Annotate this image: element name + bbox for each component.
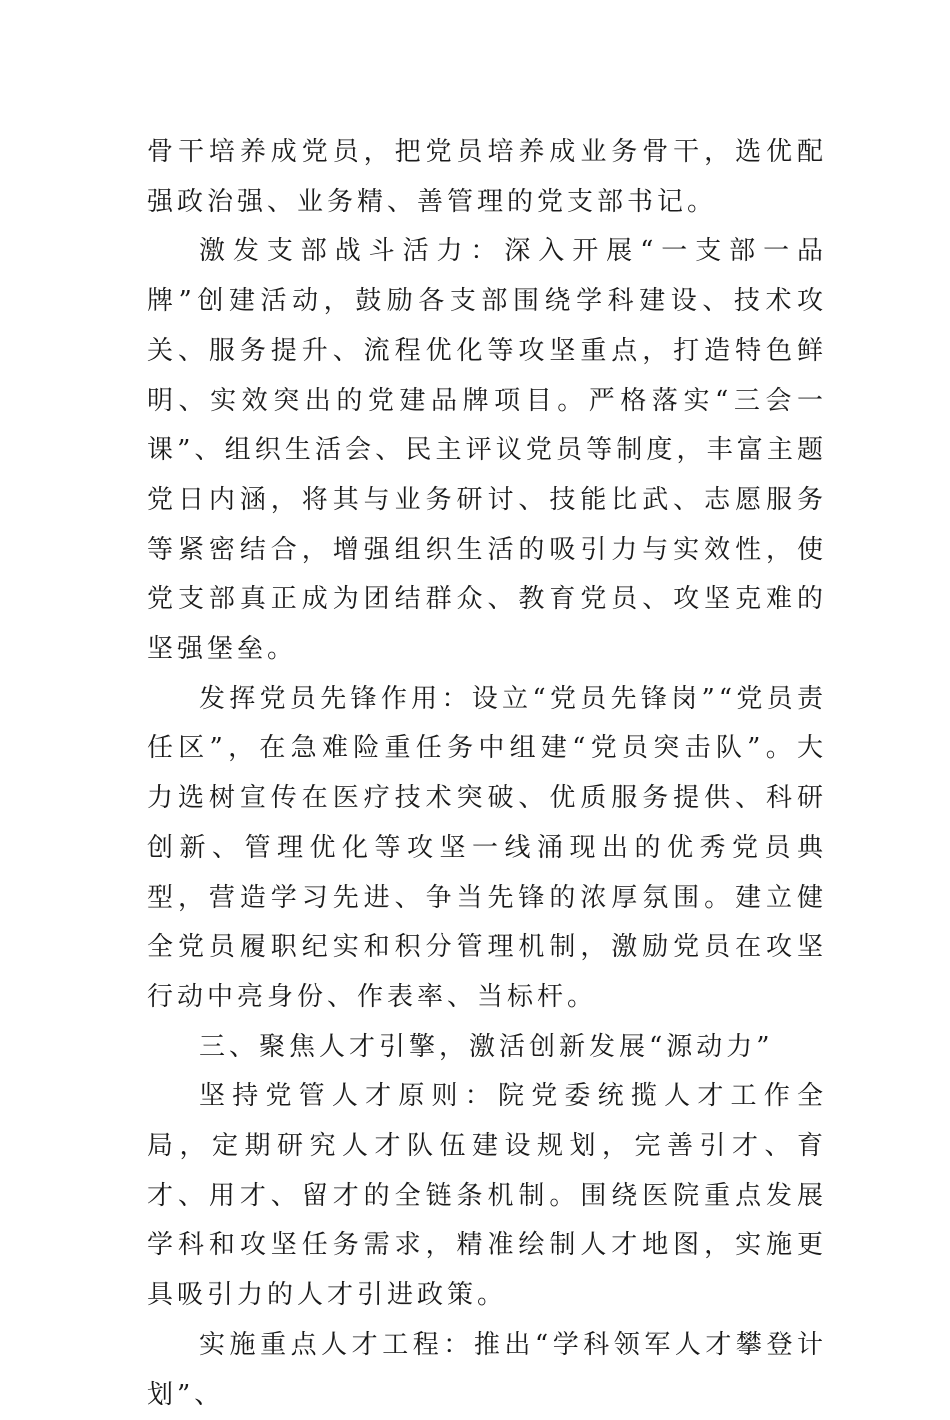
paragraph-3: 发挥党员先锋作用：设立“党员先锋岗”“党员责任区”，在急难险重任务中组建“党员突击队”。大力选树宣传在医疗技术突破、优质服务提供、科研创新、管理优化等攻坚一线涌现出的优秀党员典型，营造学习先进、争当先锋的浓厚氛围。建立健全党员履职纪实和积分管理机制，激励党员在攻坚行动中亮身份、作表率、当标杆。 (147, 683, 827, 1012)
paragraph-1: 骨干培养成党员，把党员培养成业务骨干，选优配强政治强、业务精、善管理的党支部书记。 (147, 137, 827, 217)
paragraph-6: 实施重点人才工程：推出“学科领军人才攀登计划”、 (147, 1329, 827, 1410)
paragraph-5: 坚持党管人才原则：院党委统揽人才工作全局，定期研究人才队伍建设规划，完善引才、育才、用才、留才的全链条机制。围绕医院重点发展学科和攻坚任务需求，精准绘制人才地图，实施更具吸引力的人才引进政策。 (147, 1081, 827, 1311)
paragraph-2: 激发支部战斗活力：深入开展“一支部一品牌”创建活动，鼓励各支部围绕学科建设、技术攻关、服务提升、流程优化等攻坚重点，打造特色鲜明、实效突出的党建品牌项目。严格落实“三会一课”、组织生活会、民主评议党员等制度，丰富主题党日内涵，将其与业务研讨、技能比武、志愿服务等紧密结合，增强组织生活的吸引力与实效性，使党支部真正成为团结群众、教育党员、攻坚克难的坚强堡垒。 (147, 236, 827, 665)
document-body (147, 128, 827, 1420)
section-heading: 三、聚焦人才引擎，激活创新发展“源动力” (199, 1031, 774, 1062)
